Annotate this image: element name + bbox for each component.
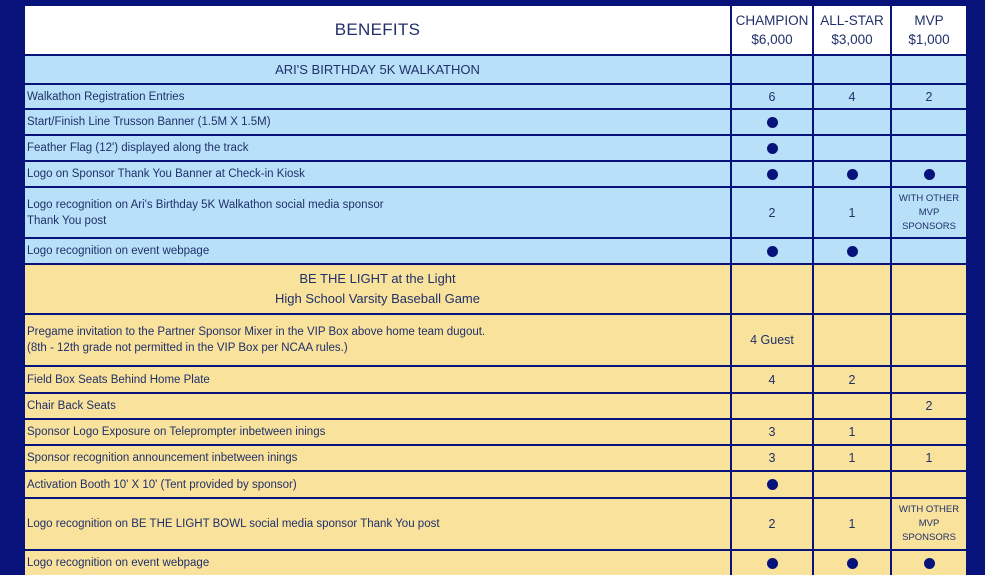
benefit-label: Logo on Sponsor Thank You Banner at Check-in Kiosk bbox=[25, 162, 730, 186]
allstar-value bbox=[814, 315, 890, 365]
champion-value: 2 bbox=[732, 499, 812, 549]
champion-value bbox=[732, 110, 812, 134]
tier-header-mvp bbox=[892, 6, 966, 54]
mvp-value: 1 bbox=[892, 446, 966, 470]
mvp-value: 2 bbox=[892, 394, 966, 418]
section-cell bbox=[814, 265, 890, 313]
benefit-label: Logo recognition on Ari's Birthday 5K Walkathon social media sponsor Thank You post bbox=[25, 188, 730, 237]
included-dot-icon bbox=[924, 169, 935, 180]
section-cell bbox=[892, 56, 966, 83]
mvp-value bbox=[892, 162, 966, 186]
section-title-baseball: BE THE LIGHT at the Light High School Varsity Baseball Game bbox=[25, 265, 730, 313]
tier-price: $3,000 bbox=[831, 32, 873, 47]
mvp-value: WITH OTHER MVP SPONSORS bbox=[892, 499, 966, 549]
allstar-value bbox=[814, 472, 890, 497]
champion-value bbox=[732, 136, 812, 160]
allstar-value: 1 bbox=[814, 499, 890, 549]
benefit-label: Logo recognition on event webpage bbox=[25, 239, 730, 263]
included-dot-icon bbox=[767, 117, 778, 128]
mvp-value: WITH OTHER MVP SPONSORS bbox=[892, 188, 966, 237]
allstar-value bbox=[814, 110, 890, 134]
mvp-value bbox=[892, 472, 966, 497]
champion-value bbox=[732, 239, 812, 263]
included-dot-icon bbox=[767, 558, 778, 569]
benefit-label: Start/Finish Line Trusson Banner (1.5M X 1.5M) bbox=[25, 110, 730, 134]
allstar-value bbox=[814, 136, 890, 160]
champion-value bbox=[732, 551, 812, 575]
included-dot-icon bbox=[847, 169, 858, 180]
tier-header-champion bbox=[732, 6, 812, 54]
allstar-value bbox=[814, 551, 890, 575]
tier-name: MVP bbox=[914, 13, 944, 28]
benefit-label: Feather Flag (12') displayed along the track bbox=[25, 136, 730, 160]
mvp-value bbox=[892, 136, 966, 160]
benefit-label: Sponsor recognition announcement inbetween inings bbox=[25, 446, 730, 470]
mvp-value bbox=[892, 239, 966, 263]
tier-name: ALL-STAR bbox=[820, 13, 884, 28]
mvp-value bbox=[892, 367, 966, 392]
tier-price: $1,000 bbox=[908, 32, 950, 47]
mvp-value bbox=[892, 315, 966, 365]
mvp-value: 2 bbox=[892, 85, 966, 108]
tier-price: $6,000 bbox=[751, 32, 793, 47]
champion-value: 6 bbox=[732, 85, 812, 108]
champion-value bbox=[732, 472, 812, 497]
section-cell bbox=[892, 265, 966, 313]
allstar-value: 2 bbox=[814, 367, 890, 392]
champion-value: 3 bbox=[732, 446, 812, 470]
champion-value bbox=[732, 162, 812, 186]
champion-value: 4 bbox=[732, 367, 812, 392]
section-cell bbox=[732, 265, 812, 313]
champion-value: 4 Guest bbox=[732, 315, 812, 365]
mvp-value bbox=[892, 551, 966, 575]
allstar-value: 4 bbox=[814, 85, 890, 108]
included-dot-icon bbox=[767, 169, 778, 180]
champion-value: 3 bbox=[732, 420, 812, 444]
included-dot-icon bbox=[767, 246, 778, 257]
included-dot-icon bbox=[847, 246, 858, 257]
tier-header-allstar bbox=[814, 6, 890, 54]
benefits-table bbox=[25, 6, 960, 575]
champion-value: 2 bbox=[732, 188, 812, 237]
benefit-label: Walkathon Registration Entries bbox=[25, 85, 730, 108]
mvp-value bbox=[892, 110, 966, 134]
allstar-value bbox=[814, 239, 890, 263]
section-cell bbox=[814, 56, 890, 83]
mvp-value bbox=[892, 420, 966, 444]
benefit-label: Logo recognition on BE THE LIGHT BOWL social media sponsor Thank You post bbox=[25, 499, 730, 549]
benefit-label: Sponsor Logo Exposure on Teleprompter inbetween inings bbox=[25, 420, 730, 444]
allstar-value bbox=[814, 162, 890, 186]
allstar-value bbox=[814, 394, 890, 418]
allstar-value: 1 bbox=[814, 188, 890, 237]
benefit-label: Chair Back Seats bbox=[25, 394, 730, 418]
benefit-label: Field Box Seats Behind Home Plate bbox=[25, 367, 730, 392]
benefit-label: Pregame invitation to the Partner Sponsor Mixer in the VIP Box above home team dugout. (8th - 12th grade not permitted in the VIP Box per NCAA rules.) bbox=[25, 315, 730, 365]
included-dot-icon bbox=[924, 558, 935, 569]
tier-name: CHAMPION bbox=[735, 13, 809, 28]
allstar-value: 1 bbox=[814, 420, 890, 444]
section-title-walkathon: ARI'S BIRTHDAY 5K WALKATHON bbox=[25, 56, 730, 83]
included-dot-icon bbox=[847, 558, 858, 569]
section-cell bbox=[732, 56, 812, 83]
benefits-header: BENEFITS bbox=[25, 6, 730, 54]
benefit-label: Activation Booth 10' X 10' (Tent provided by sponsor) bbox=[25, 472, 730, 497]
included-dot-icon bbox=[767, 143, 778, 154]
benefit-label: Logo recognition on event webpage bbox=[25, 551, 730, 575]
included-dot-icon bbox=[767, 479, 778, 490]
allstar-value: 1 bbox=[814, 446, 890, 470]
champion-value bbox=[732, 394, 812, 418]
